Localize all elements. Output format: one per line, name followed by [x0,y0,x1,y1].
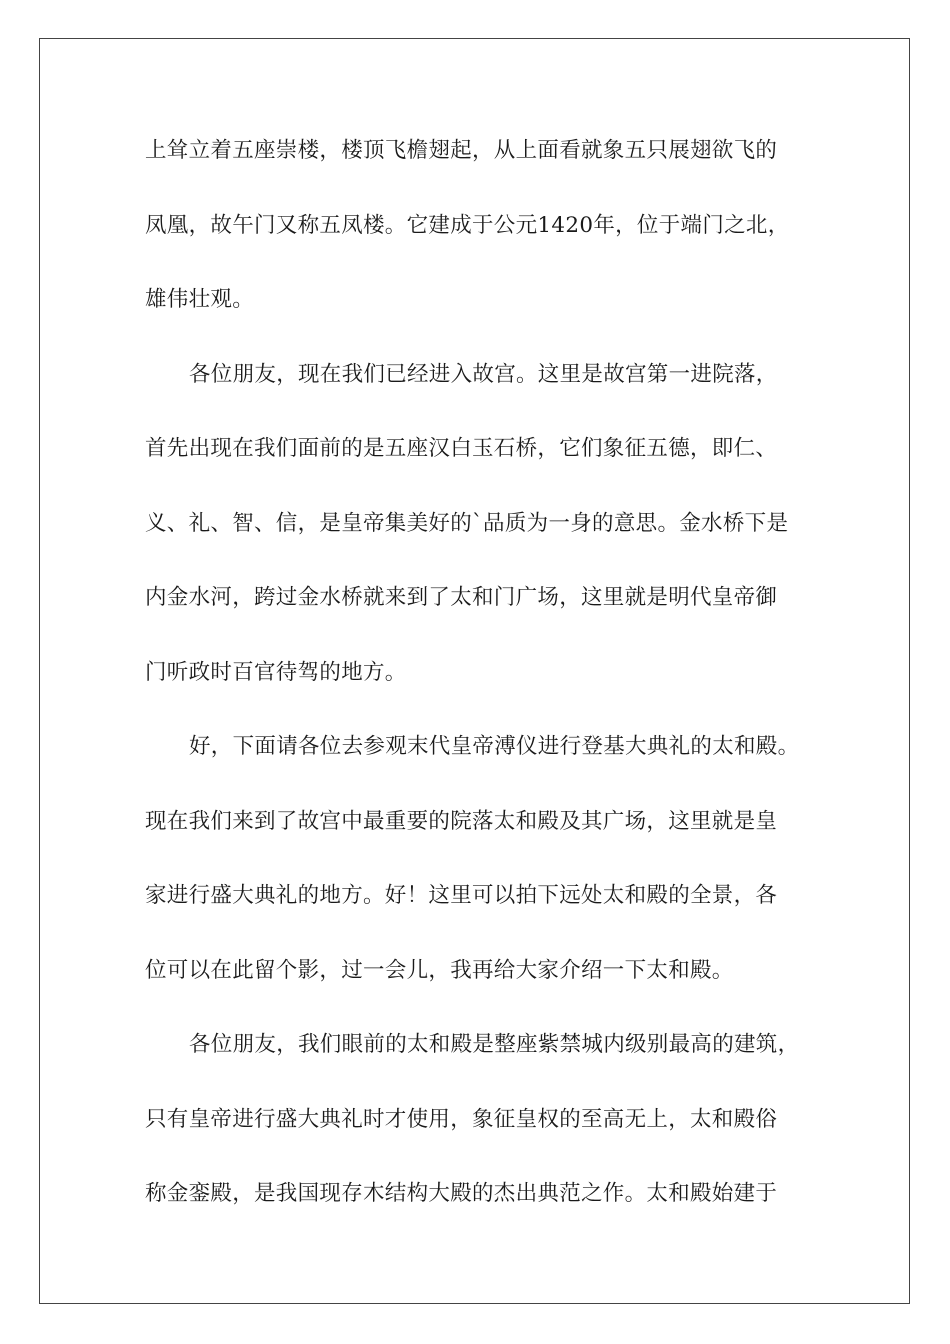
text-line: 雄伟壮观。 [145,287,255,312]
text-line: 家进行盛大典礼的地方。好！这里可以拍下远处太和殿的全景，各 [145,883,778,908]
text-line: 门听政时百官待驾的地方。 [145,659,407,685]
text-line: 称金銮殿，是我国现存木结构大殿的杰出典范之作。太和殿始建于 [145,1181,778,1206]
paragraph-start-line: 各位朋友，我们眼前的太和殿是整座紫禁城内级别最高的建筑， [189,1032,800,1057]
text-line: 凤凰，故午门又称五凤楼。它建成于公元1420年，位于端门之北， [145,212,790,238]
paragraph-start-line: 各位朋友，现在我们已经进入故宫。这里是故宫第一进院落， [189,361,778,387]
text-line: 首先出现在我们面前的是五座汉白玉石桥，它们象征五德，即仁、 [145,436,778,461]
paragraph-start-line: 好，下面请各位去参观末代皇帝溥仪进行登基大典礼的太和殿。 [189,734,800,759]
text-line: 只有皇帝进行盛大典礼时才使用，象征皇权的至高无上，太和殿俗 [145,1106,778,1132]
text-line: 内金水河，跨过金水桥就来到了太和门广场，这里就是明代皇帝御 [145,585,778,610]
text-line: 现在我们来到了故宫中最重要的院落太和殿及其广场，这里就是皇 [145,808,778,834]
body-text [145,128,815,1246]
text-line: 位可以在此留个影，过一会儿，我再给大家介绍一下太和殿。 [145,957,734,983]
text-line: 上耸立着五座崇楼，楼顶飞檐翅起，从上面看就象五只展翅欲飞的 [145,138,778,163]
text-line: 义、礼、智、信，是皇帝集美好的`品质为一身的意思。金水桥下是 [145,510,789,536]
